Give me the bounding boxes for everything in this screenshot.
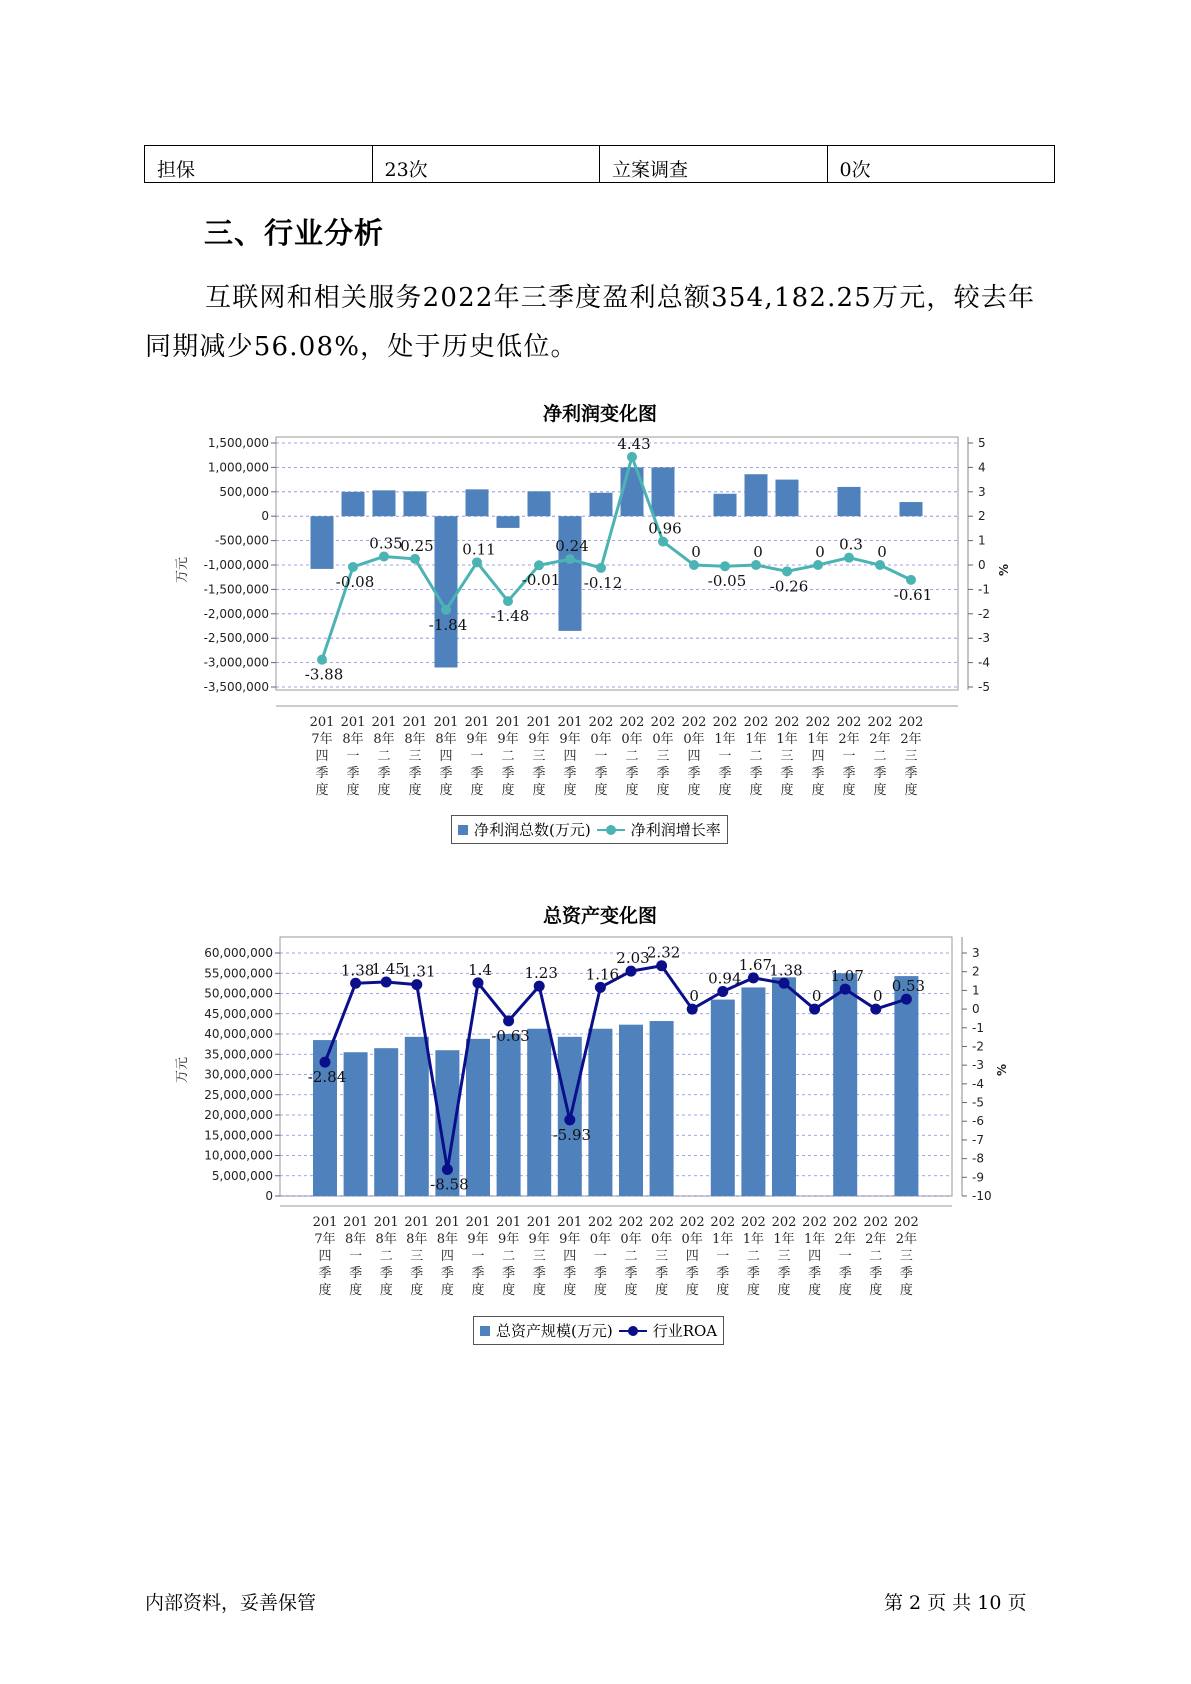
bar-legend-swatch [480, 1326, 490, 1336]
x-tick-label: 202 1年一季度 [712, 715, 738, 798]
x-tick-label: 202 0年三季度 [650, 715, 676, 798]
data-label: 1.45 [371, 959, 405, 978]
y-tick-label: 60,000,000 [204, 946, 273, 960]
y-tick-label: -500,000 [215, 533, 269, 548]
x-tick-label: 202 0年一季度 [588, 715, 614, 798]
x-tick-label: 201 7年四季度 [312, 1215, 338, 1298]
line-point [411, 979, 422, 990]
bar [711, 1000, 735, 1196]
x-tick-label: 202 0年四季度 [681, 715, 707, 798]
y2-tick-label: 4 [978, 460, 986, 475]
x-tick-label: 201 9年四季度 [557, 1215, 583, 1298]
data-label: 0 [753, 543, 763, 561]
data-label: 2.32 [646, 943, 681, 962]
data-label: 1.23 [524, 964, 558, 983]
chart-legend [473, 1316, 724, 1345]
y2-tick-label: -4 [972, 1076, 984, 1091]
x-tick-label: 201 9年二季度 [495, 715, 521, 798]
bar [741, 987, 765, 1196]
y2-tick-label: 0 [978, 558, 986, 572]
data-label: 0.35 [369, 534, 403, 553]
data-label: -1.84 [428, 615, 468, 634]
line-point [687, 1004, 698, 1015]
line-point [656, 960, 667, 971]
footer-page-number: 第 2 页 共 10 页 [884, 1592, 1027, 1614]
line-point [350, 978, 361, 989]
x-tick-label: 201 9年二季度 [496, 1215, 522, 1298]
y2-tick-label: -6 [972, 1114, 984, 1129]
x-tick-label: 201 9年三季度 [526, 715, 552, 798]
x-tick-label: 202 2年二季度 [863, 1215, 889, 1298]
y2-axis-label: % [997, 563, 1011, 577]
data-label: -0.08 [335, 572, 375, 591]
x-tick-label: 201 8年三季度 [402, 715, 428, 798]
x-tick-label: 202 1年四季度 [805, 715, 831, 798]
x-tick-label: 201 8年一季度 [340, 715, 366, 798]
data-label: 1.07 [830, 967, 864, 986]
y2-tick-label: -9 [972, 1170, 984, 1185]
x-tick-label: 201 8年二季度 [371, 715, 397, 798]
section-paragraph: 互联网和相关服务2022年三季度盈利总额354,182.25万元，较去年同期减少56.08%，处于历史低位。 [145, 283, 1036, 362]
data-label: 1.67 [738, 955, 773, 974]
x-tick-label: 202 1年四季度 [802, 1215, 828, 1298]
table-cell: 0次 [827, 146, 1055, 183]
data-label: 0.25 [400, 536, 434, 555]
data-label: 0.94 [708, 969, 742, 988]
table-cell: 23次 [372, 146, 600, 183]
data-label: 1.38 [769, 961, 803, 980]
x-tick-label: 202 1年三季度 [774, 715, 800, 798]
data-label: -0.05 [707, 572, 747, 591]
x-tick-label: 202 0年二季度 [619, 715, 645, 798]
data-label: 1.31 [402, 962, 436, 981]
data-label: 0 [877, 543, 887, 561]
x-tick-label: 202 1年一季度 [710, 1215, 736, 1298]
legend-label: 净利润总数(万元) [474, 821, 591, 839]
x-tick-label: 201 9年四季度 [557, 715, 583, 798]
data-label: 0 [815, 543, 825, 561]
x-tick-label: 202 2年一季度 [836, 715, 862, 798]
x-tick-label: 202 0年三季度 [649, 1215, 675, 1298]
y2-tick-label: 0 [972, 1002, 980, 1017]
x-tick-label: 202 2年一季度 [832, 1215, 858, 1298]
table-cell: 立案调查 [600, 146, 828, 183]
data-label: 0.24 [555, 537, 589, 556]
bar [894, 976, 918, 1196]
y-tick-label: 15,000,000 [204, 1128, 273, 1143]
section-heading: 三、行业分析 [204, 216, 385, 250]
y-tick-label: -2,500,000 [203, 631, 269, 646]
y2-tick-label: 2 [972, 964, 980, 979]
y-tick-label: 30,000,000 [204, 1067, 273, 1082]
x-tick-label: 201 9年一季度 [464, 715, 490, 798]
line-point [626, 966, 637, 977]
y2-tick-label: 1 [978, 533, 986, 548]
data-label: 0 [873, 987, 883, 1006]
line-point [779, 978, 790, 989]
data-label: 4.43 [617, 434, 651, 453]
x-tick-label: 201 9年一季度 [465, 1215, 491, 1298]
data-label: -0.26 [769, 577, 809, 596]
y-tick-label: 50,000,000 [204, 986, 273, 1001]
y2-tick-label: 2 [978, 509, 986, 524]
data-label: 0 [689, 987, 699, 1006]
x-tick-label: 201 8年三季度 [404, 1215, 430, 1298]
data-label: 0.3 [839, 535, 863, 554]
line-point [320, 1057, 331, 1068]
line-point [748, 972, 759, 983]
y2-tick-label: 3 [972, 946, 980, 960]
y2-tick-label: -1 [978, 582, 990, 597]
y2-tick-label: -5 [978, 680, 990, 694]
chart-title: 总资产变化图 [542, 905, 657, 927]
legend-label: 净利润增长率 [630, 821, 721, 839]
data-label: 1.4 [468, 960, 492, 979]
x-tick-label: 202 2年三季度 [893, 1215, 919, 1298]
x-tick-label: 201 9年三季度 [526, 1215, 552, 1298]
y-tick-label: 1,500,000 [207, 436, 269, 450]
y-tick-label: 1,000,000 [207, 460, 269, 475]
data-label: 1.38 [340, 961, 375, 980]
y-tick-label: 55,000,000 [204, 966, 273, 981]
bar [497, 1034, 521, 1196]
y-tick-label: 40,000,000 [204, 1027, 273, 1041]
x-tick-label: 201 8年一季度 [343, 1215, 369, 1298]
y2-tick-label: 1 [972, 983, 980, 998]
y2-tick-label: -7 [972, 1132, 984, 1147]
footer-confidential: 内部资料，妥善保管 [145, 1592, 317, 1614]
bar [527, 1029, 551, 1196]
y-tick-label: 500,000 [219, 484, 269, 499]
line-point [442, 1164, 453, 1175]
y-tick-label: 45,000,000 [204, 1006, 273, 1021]
bar [466, 1039, 490, 1196]
y2-tick-label: -8 [972, 1151, 984, 1166]
y-tick-label: 0 [265, 1189, 273, 1203]
line-point [901, 994, 912, 1005]
data-label: -0.63 [491, 1026, 530, 1045]
bar [619, 1025, 643, 1196]
line-point [840, 984, 851, 995]
line-point [381, 976, 392, 987]
y-tick-label: 5,000,000 [211, 1168, 273, 1183]
bar [650, 1021, 674, 1196]
y2-tick-label: -3 [978, 631, 990, 646]
data-label: 0.96 [648, 519, 682, 538]
y2-tick-label: -5 [972, 1095, 984, 1110]
y2-tick-label: -2 [978, 606, 990, 621]
y-tick-label: 20,000,000 [204, 1108, 273, 1122]
bar [374, 1048, 398, 1196]
x-tick-label: 201 7年四季度 [309, 715, 335, 798]
y-axis-label: 万元 [175, 556, 190, 584]
y2-tick-label: -1 [972, 1020, 984, 1035]
line-point [809, 1004, 820, 1015]
y-tick-label: -3,000,000 [203, 655, 269, 670]
data-label: 0.11 [462, 540, 496, 559]
x-tick-label: 202 2年二季度 [867, 715, 893, 798]
x-tick-label: 202 2年三季度 [898, 715, 924, 798]
data-label: -1.48 [490, 607, 530, 626]
data-label: -0.12 [583, 573, 623, 592]
y2-tick-label: -3 [972, 1058, 984, 1073]
y-tick-label: -2,000,000 [203, 606, 269, 621]
bar [344, 1052, 368, 1196]
data-label: 0 [811, 987, 822, 1006]
line-point [717, 986, 728, 997]
data-label: -5.93 [552, 1125, 592, 1144]
data-label: 2.03 [616, 949, 650, 968]
x-tick-label: 202 0年四季度 [679, 1215, 705, 1298]
y-tick-label: -3,500,000 [203, 680, 269, 694]
line-point [595, 982, 606, 993]
data-label: -0.01 [521, 571, 561, 590]
line-point [564, 1114, 575, 1125]
line-legend-swatch [619, 1326, 647, 1336]
data-label: -3.88 [304, 665, 344, 684]
line-point [503, 1015, 514, 1026]
line-point [473, 977, 484, 988]
x-tick-label: 201 8年四季度 [433, 715, 459, 798]
y-tick-label: 25,000,000 [204, 1087, 273, 1102]
y2-tick-label: -2 [972, 1039, 984, 1054]
x-tick-label: 201 8年二季度 [373, 1215, 399, 1298]
bar [772, 977, 796, 1196]
table-cell: 担保 [145, 146, 373, 183]
y-tick-label: 10,000,000 [204, 1148, 273, 1163]
x-tick-label: 202 1年三季度 [771, 1215, 797, 1298]
y-tick-label: 35,000,000 [204, 1047, 273, 1062]
data-label: -8.58 [430, 1175, 469, 1194]
data-label: -0.61 [893, 585, 933, 604]
line-point [870, 1004, 881, 1015]
x-tick-label: 201 8年四季度 [434, 1215, 460, 1298]
y2-tick-label: 3 [978, 484, 986, 499]
chart-title: 净利润变化图 [542, 403, 657, 425]
legend-label: 总资产规模(万元) [496, 1322, 613, 1340]
y-tick-label: -1,500,000 [203, 582, 269, 597]
bar [833, 973, 857, 1196]
data-label: 1.16 [585, 965, 620, 984]
x-tick-label: 202 0年二季度 [618, 1215, 644, 1298]
data-label: 0 [691, 543, 701, 561]
x-tick-label: 202 1年二季度 [740, 1215, 766, 1298]
x-tick-label: 202 0年一季度 [587, 1215, 613, 1298]
x-tick-label: 202 1年二季度 [743, 715, 769, 798]
y2-axis-label: % [995, 1063, 1009, 1077]
y-axis-label: 万元 [175, 1056, 190, 1084]
bar [405, 1037, 429, 1196]
y-tick-label: -1,000,000 [203, 558, 269, 572]
y2-tick-label: -10 [972, 1189, 992, 1203]
y2-tick-label: -4 [978, 655, 990, 670]
data-label: 0.53 [891, 977, 926, 996]
data-label: -2.84 [307, 1068, 347, 1087]
y2-tick-label: 5 [978, 436, 986, 450]
bar [588, 1029, 612, 1196]
legend-label: 行业ROA [652, 1322, 718, 1340]
y-tick-label: 0 [261, 509, 269, 524]
line-point [534, 981, 545, 992]
